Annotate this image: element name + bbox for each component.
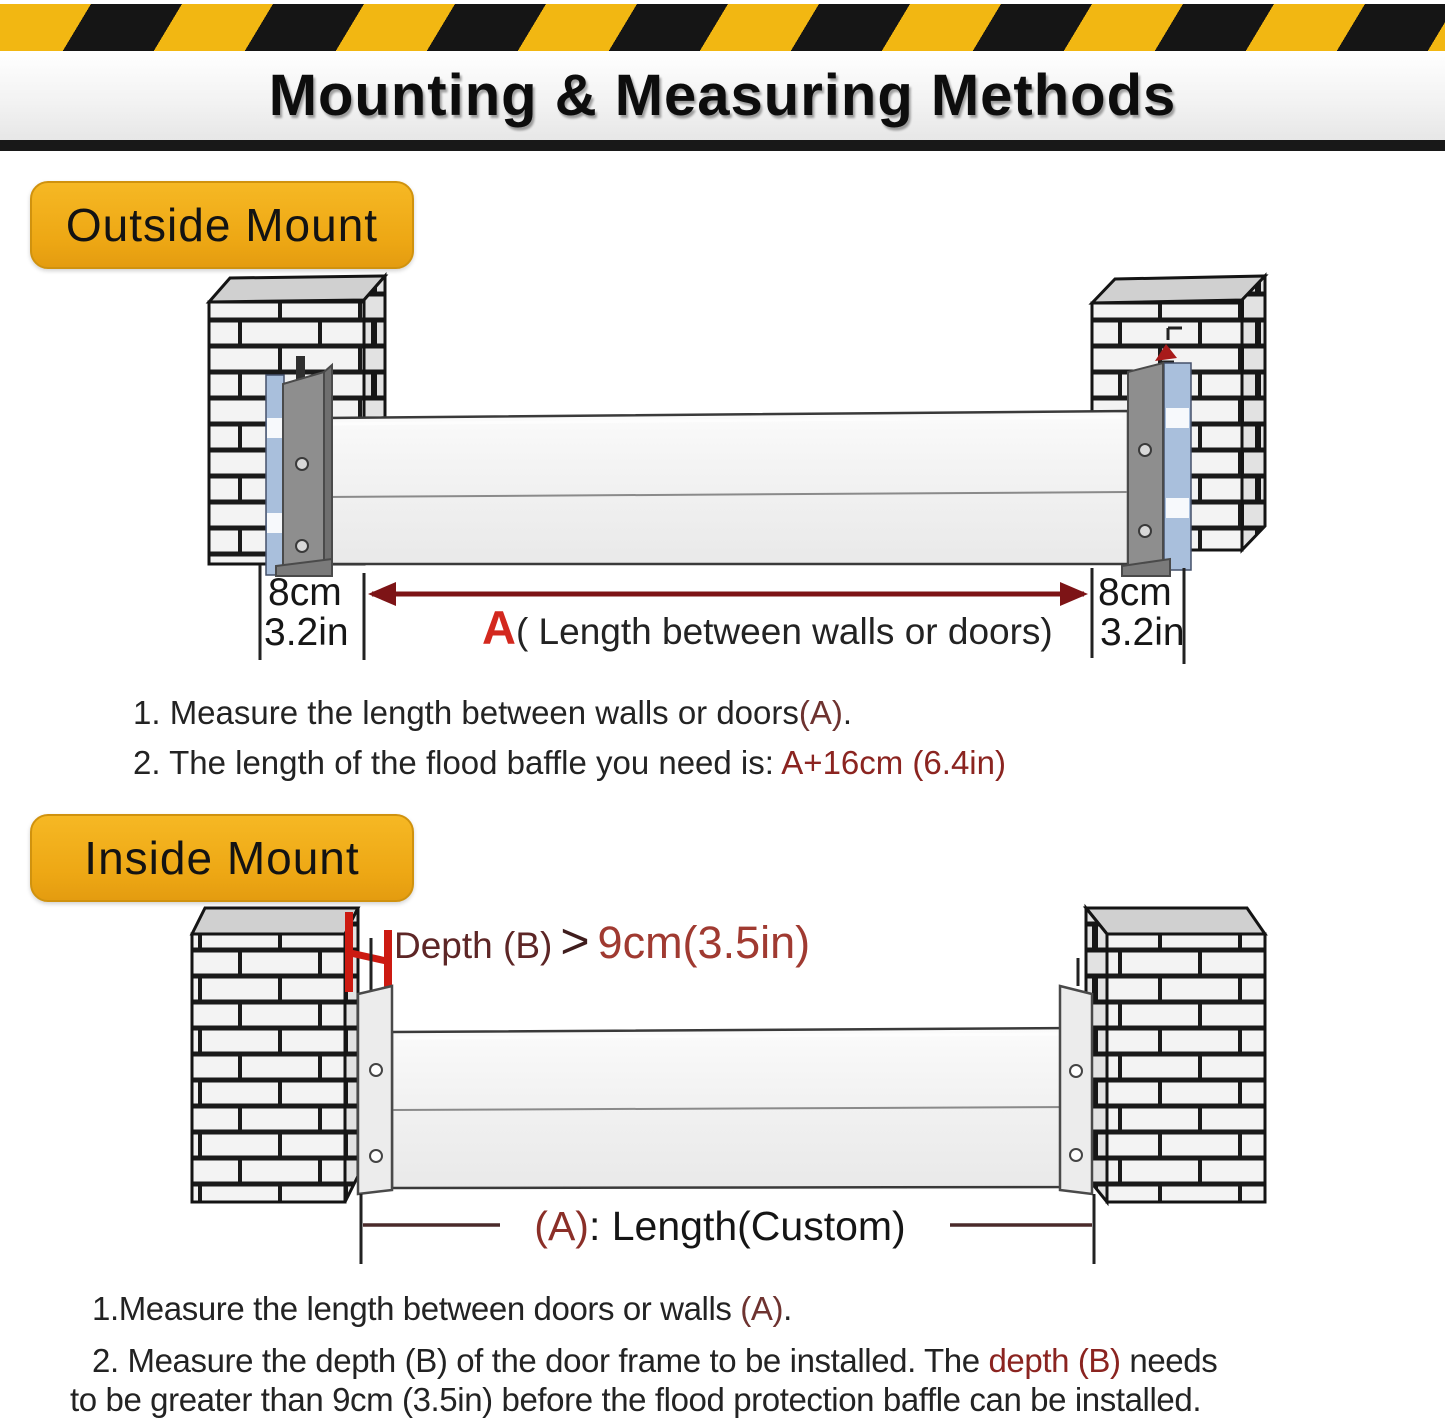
inside-mount-badge	[30, 814, 414, 902]
dim-right-cm: 8cm	[1098, 571, 1172, 614]
ref-a: (A)	[798, 694, 843, 731]
depth-ref: depth (B)	[988, 1342, 1121, 1379]
screw	[296, 540, 308, 552]
channel-plate-left	[358, 986, 392, 1194]
depth-value: 9cm(3.5in)	[597, 917, 811, 968]
screw	[1139, 525, 1151, 537]
inside-mount-badge-label: Inside Mount	[84, 832, 360, 884]
span-letter: A	[482, 601, 516, 654]
title-band	[0, 51, 1445, 140]
inside-step-2-line2: to be greater than 9cm (3.5in) before the flood protection baffle can be installed.	[70, 1381, 1202, 1418]
outside-step-1: 1. Measure the length between walls or doors(A).	[133, 694, 853, 731]
channel-plate-right	[1060, 958, 1092, 1194]
screw-hole	[370, 1064, 382, 1076]
screw-hole	[370, 1150, 382, 1162]
page-title: Mounting & Measuring Methods	[268, 63, 1177, 128]
outside-mount-badge	[30, 181, 414, 269]
greater-than-sign: >	[560, 913, 590, 969]
blue-channel-left	[266, 375, 284, 575]
dim-left-in: 3.2in	[264, 611, 349, 654]
flood-baffle-inside	[392, 1028, 1080, 1188]
length-label: : Length(Custom)	[588, 1203, 906, 1249]
mounting-bracket-right	[1122, 363, 1170, 576]
inside-step-2: 2. Measure the depth (B) of the door frame to be installed. The depth (B) needs	[92, 1342, 1218, 1379]
hazard-stripes	[0, 4, 1445, 53]
screw-hole	[1070, 1065, 1082, 1077]
screw	[1139, 444, 1151, 456]
length-note	[430, 1203, 1010, 1250]
span-length-label	[482, 600, 1053, 655]
inside-left-pillar	[192, 908, 358, 1202]
dim-left-cm: 8cm	[268, 571, 342, 614]
screw	[296, 458, 308, 470]
mounting-bracket-left	[276, 365, 332, 576]
baffle-length-formula: A+16cm (6.4in)	[781, 744, 1006, 781]
dim-right-in: 3.2in	[1100, 611, 1185, 654]
inside-step-1: 1.Measure the length between doors or walls (A).	[92, 1290, 792, 1327]
outside-mount-badge-label: Outside Mount	[65, 199, 379, 251]
outside-step-2: 2. The length of the flood baffle you need is: A+16cm (6.4in)	[133, 744, 1006, 781]
span-label-text: ( Length between walls or doors)	[515, 611, 1053, 652]
ref-a-inside: (A)	[740, 1290, 784, 1327]
inside-right-pillar	[1086, 908, 1265, 1202]
length-ref: (A)	[534, 1203, 589, 1249]
flood-baffle	[324, 411, 1128, 564]
depth-label: Depth (B)	[394, 925, 553, 966]
title-underline-bar	[0, 140, 1445, 151]
depth-note	[394, 912, 810, 970]
screw-hole	[1070, 1149, 1082, 1161]
